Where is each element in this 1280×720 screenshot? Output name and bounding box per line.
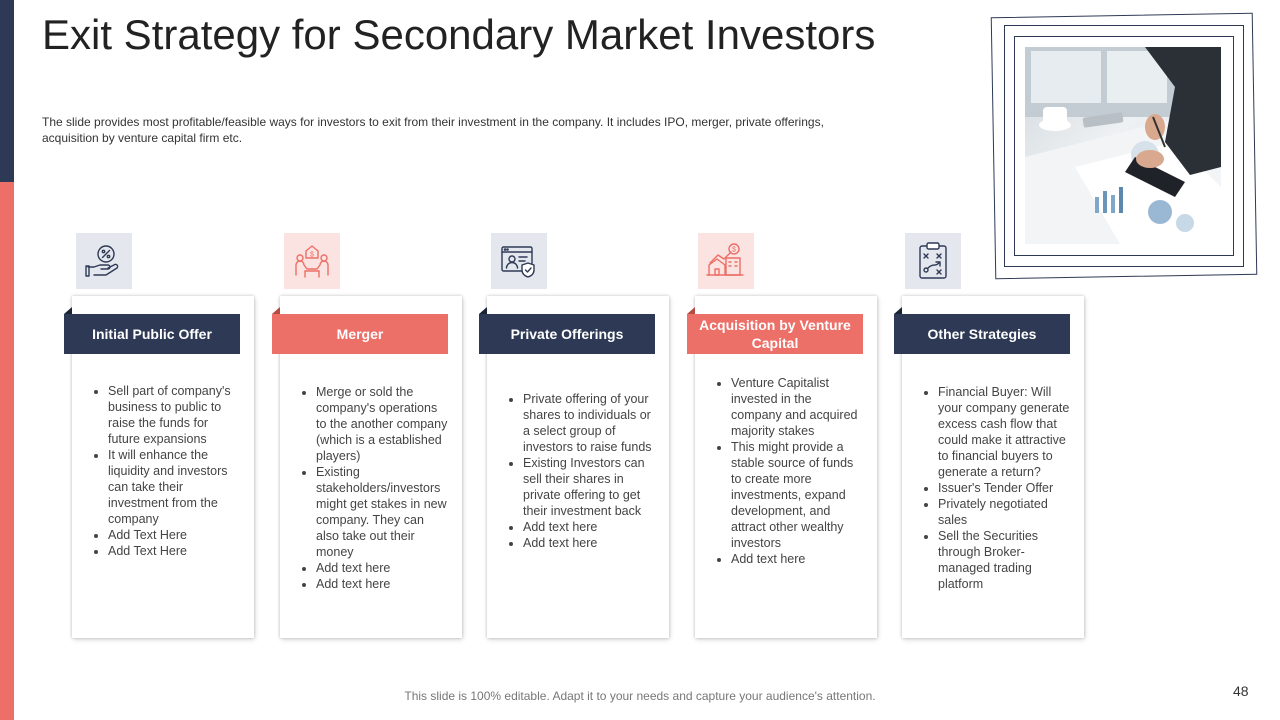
strategy-bullets (90, 383, 240, 559)
strategy-card-merger (280, 296, 462, 638)
accent-bar-coral (0, 182, 14, 720)
strategy-card-initial-public-offer (72, 296, 254, 638)
accent-bar-navy (0, 0, 14, 182)
strategy-bullets (298, 384, 448, 592)
bullet-item: • Add text here (523, 535, 655, 551)
bullet-item: • Add text here (316, 560, 448, 576)
svg-text:$: $ (732, 246, 736, 254)
page-number: 48 (1233, 683, 1249, 699)
bullet-item: • Add text here (731, 551, 863, 567)
icon-box-initial-public-offer (76, 233, 132, 289)
icon-box-private-offerings (491, 233, 547, 289)
percent-hand-icon (84, 241, 124, 281)
strategy-card-acquisition-by-venture-capital (695, 296, 877, 638)
bullet-item: • Add Text Here (108, 527, 240, 543)
strategy-card-private-offerings (487, 296, 669, 638)
strategy-label-other-strategies: Other Strategies (894, 314, 1070, 354)
strategy-bullets (505, 391, 655, 551)
bullet-item: • Add text here (316, 576, 448, 592)
bullet-item: • This might provide a stable source of funds to create more investments, expand development, and attract other wealthy investors (731, 439, 863, 551)
bullet-item: • Add text here (523, 519, 655, 535)
secure-profile-icon (499, 241, 539, 281)
strategy-bullets (920, 384, 1070, 592)
bullet-item: • Sell the Securities through Broker-managed trading platform (938, 528, 1070, 592)
strategy-label-acquisition-by-venture-capital: Acquisition by Venture Capital (687, 314, 863, 354)
bullet-item: • Financial Buyer: Will your company generate excess cash flow that could make it attractive to financial buyers to generate a return? (938, 384, 1070, 480)
bullet-item: • Merge or sold the company's operations to the another company (which is a established players) (316, 384, 448, 464)
bullet-item: • It will enhance the liquidity and investors can take their investment from the company (108, 447, 240, 527)
icon-box-acquisition-by-venture-capital (698, 233, 754, 289)
bullet-item: • Privately negotiated sales (938, 496, 1070, 528)
strategy-label-initial-public-offer: Initial Public Offer (64, 314, 240, 354)
strategy-card-other-strategies (902, 296, 1084, 638)
strategy-bullets (713, 375, 863, 567)
bullet-item: • Existing stakeholders/investors might get stakes in new company. They can also take out their money (316, 464, 448, 560)
merger-handshake-icon (292, 241, 332, 281)
strategy-clipboard-icon (913, 241, 953, 281)
business-analysis-photo (1025, 47, 1221, 244)
slide-footer-note: This slide is 100% editable. Adapt it to your needs and capture your audience's attention. (404, 689, 876, 703)
svg-text:$: $ (310, 251, 314, 259)
strategy-label-private-offerings: Private Offerings (479, 314, 655, 354)
bullet-item: • Venture Capitalist invested in the company and acquired majority stakes (731, 375, 863, 439)
bullet-item: • Existing Investors can sell their shares in private offering to get their investment back (523, 455, 655, 519)
buildings-dollar-icon (706, 241, 746, 281)
icon-box-merger (284, 233, 340, 289)
bullet-item: • Add Text Here (108, 543, 240, 559)
icon-box-other-strategies (905, 233, 961, 289)
bullet-item: • Private offering of your shares to individuals or a select group of investors to raise funds (523, 391, 655, 455)
slide-title: Exit Strategy for Secondary Market Investors (42, 11, 876, 58)
slide-subtitle: The slide provides most profitable/feasible ways for investors to exit from their investment in the company. It includes IPO, merger, private offerings, acquisition by venture capital firm etc. (42, 115, 824, 145)
bullet-item: • Sell part of company's business to public to raise the funds for future expansions (108, 383, 240, 447)
strategy-label-merger: Merger (272, 314, 448, 354)
bullet-item: • Issuer's Tender Offer (938, 480, 1070, 496)
